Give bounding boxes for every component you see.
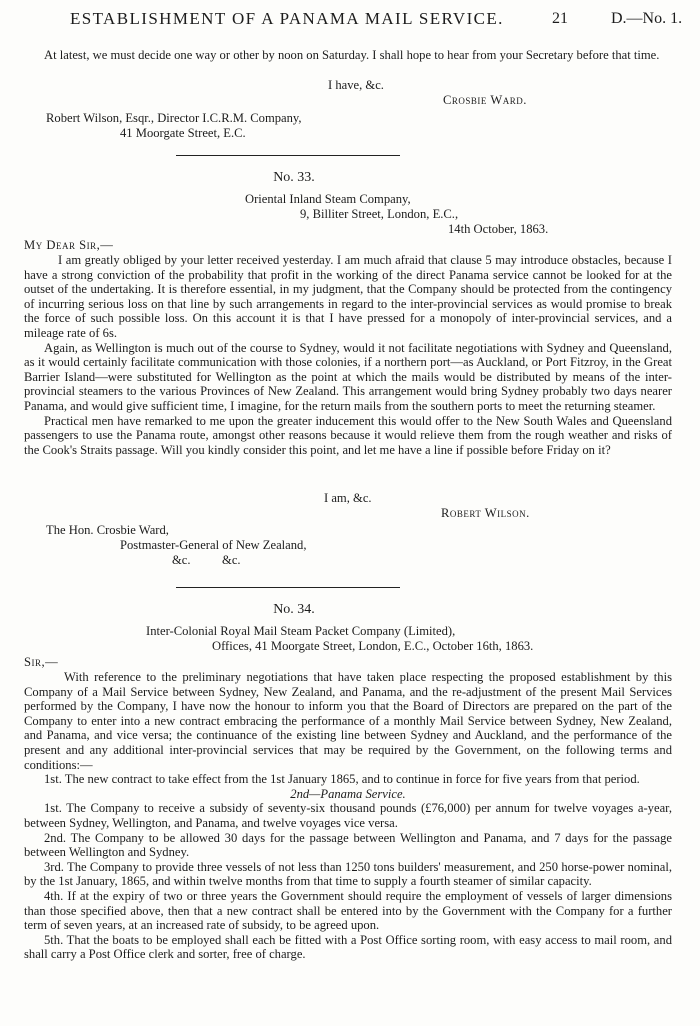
letter-34-para-1: With reference to the preliminary negotiations that have taken place respecting the proposed establishment by this Company of a Mail Service between Sydney, New Zealand, and Panama, and the re-adjustment of the present Mail Services performed by the Company, I have now the honour to inform you that the Board of Directors are prepared on the part of the Company to enter into a new contract embracing the performance of a monthly Mail Service between Sydney, New Zealand, and Panama, and vice versa; the continuance of the existing line between Sydney and Auckland, and the performance of the present and any additional inter-provincial services that may be required by the Government, on the following terms and conditions:—: [24, 670, 672, 772]
letter-33-signature: Robert Wilson.: [441, 506, 530, 520]
letter-32-para: At latest, we must decide one way or other by noon on Saturday. I shall hope to hear from your Secretary before that time.: [44, 48, 660, 62]
letter-33-number: No. 33.: [273, 170, 315, 185]
letter-32-addressee-line-2: 41 Moorgate Street, E.C.: [120, 126, 246, 140]
letter-33-body: [24, 253, 672, 457]
letter-34-address-line-1: Inter-Colonial Royal Mail Steam Packet Company (Limited),: [146, 624, 456, 638]
letter-33-addressee-line-1: The Hon. Crosbie Ward,: [46, 523, 169, 537]
letter-34-salutation: Sir,—: [24, 655, 59, 669]
letter-34-subhead: 2nd—Panama Service.: [290, 786, 406, 801]
letter-34-item-3: 3rd. The Company to provide three vessels of not less than 1250 tons builders' measurement, and 250 horse-power nominal, by the 1st January, 1865, and within twelve months from that time to supply a fourth steamer of similar capacity.: [24, 859, 672, 889]
letter-33-para-3: Practical men have remarked to me upon the greater inducement this would offer to the New South Wales and Queensland passengers to use the Panama route, amongst other reasons because it would relieve them from the rough weather and risks of the Cook's Straits passage. Will you kindly consider this point, and let me have a line if possible before Friday on it?: [24, 413, 672, 457]
letter-34-item-5: 5th. That the boats to be employed shall each be fitted with a Post Office sorting room, with easy access to mail room, and shall carry a Post Office clerk and sorter, free of charge.: [24, 932, 672, 962]
letter-32-closing: I have, &c.: [328, 78, 384, 92]
letter-34-item-2: 2nd. The Company to be allowed 30 days for the passage between Wellington and Panama, and 7 days for the passage between Wellington and Sydney.: [24, 830, 672, 860]
letter-33-address-line-2: 9, Billiter Street, London, E.C.,: [300, 207, 459, 221]
letter-33-addressee-line-3: &c. &c.: [172, 553, 241, 567]
letter-32-addressee-line-1: Robert Wilson, Esqr., Director I.C.R.M. Company,: [46, 111, 302, 125]
letter-34-clause-1: 1st. The new contract to take effect from the 1st January 1865, and to continue in force for five years from that period.: [44, 772, 640, 787]
letter-34-number: No. 34.: [273, 602, 315, 617]
section-divider: [176, 587, 400, 588]
header-doc-ref: D.—No. 1.: [611, 10, 683, 27]
letter-34-item-1: 1st. The Company to receive a subsidy of seventy-six thousand pounds (£76,000) per annum for twelve voyages a-year, between Sydney, Wellington, and Panama, and twelve voyages vice versa.: [24, 801, 672, 830]
section-divider: [176, 155, 400, 156]
letter-33-closing: I am, &c.: [324, 491, 372, 505]
letter-33-addressee-line-2: Postmaster-General of New Zealand,: [120, 538, 307, 552]
header-page-number: 21: [552, 10, 568, 27]
letter-32-end: [24, 48, 672, 63]
letter-32-signature: Crosbie Ward.: [443, 93, 527, 107]
letter-33-salutation: My Dear Sir,—: [24, 238, 114, 252]
letter-33-para-1: I am greatly obliged by your letter received yesterday. I am much afraid that clause 5 may introduce obstacles, because I have a strong conviction of the probability that profit in the working of the direct Panama service cannot be looked for at the outset of the undertaking. It is therefore essential, in my judgment, that the Company should be protected from the contingency of incurring serious loss on that line by such arrangements in regard to the inter-provincial services as would promise to break the force of such possible loss. On this account it is that I have pressed for a monopoly of inter-provincial services, and a mileage rate of 6s.: [24, 253, 672, 340]
letter-33-para-2: Again, as Wellington is much out of the course to Sydney, would it not facilitate negotiations with Sydney and Queensland, as it would certainly facilitate communication with those colonies, if a northern port—as Auckland, or Port Fitzroy, in the Great Barrier Island—were substituted for Wellington as the point at which the mails would be distributed by means of the inter-provincial steamers to the various Provinces of New Zealand. This arrangement would bring Sydney probably two days nearer Panama, and would give sufficient time, I imagine, for the return mails from the southern ports to meet the returning steamer.: [24, 340, 672, 413]
letter-34-body: [24, 670, 672, 962]
letter-33-date: 14th October, 1863.: [448, 222, 549, 236]
letter-34-address-line-2: Offices, 41 Moorgate Street, London, E.C., October 16th, 1863.: [212, 639, 534, 653]
letter-34-item-4: 4th. If at the expiry of two or three years the Government should require the employment of vessels of larger dimensions than those specified above, then that a new contract shall be entered into by the Government with the Company for a further term of seven years, at an increased rate of subsidy, to be agreed upon.: [24, 888, 672, 933]
header-title: ESTABLISHMENT OF A PANAMA MAIL SERVICE.: [70, 9, 504, 28]
running-header: [0, 9, 700, 36]
letter-33-address-line-1: Oriental Inland Steam Company,: [245, 192, 411, 206]
